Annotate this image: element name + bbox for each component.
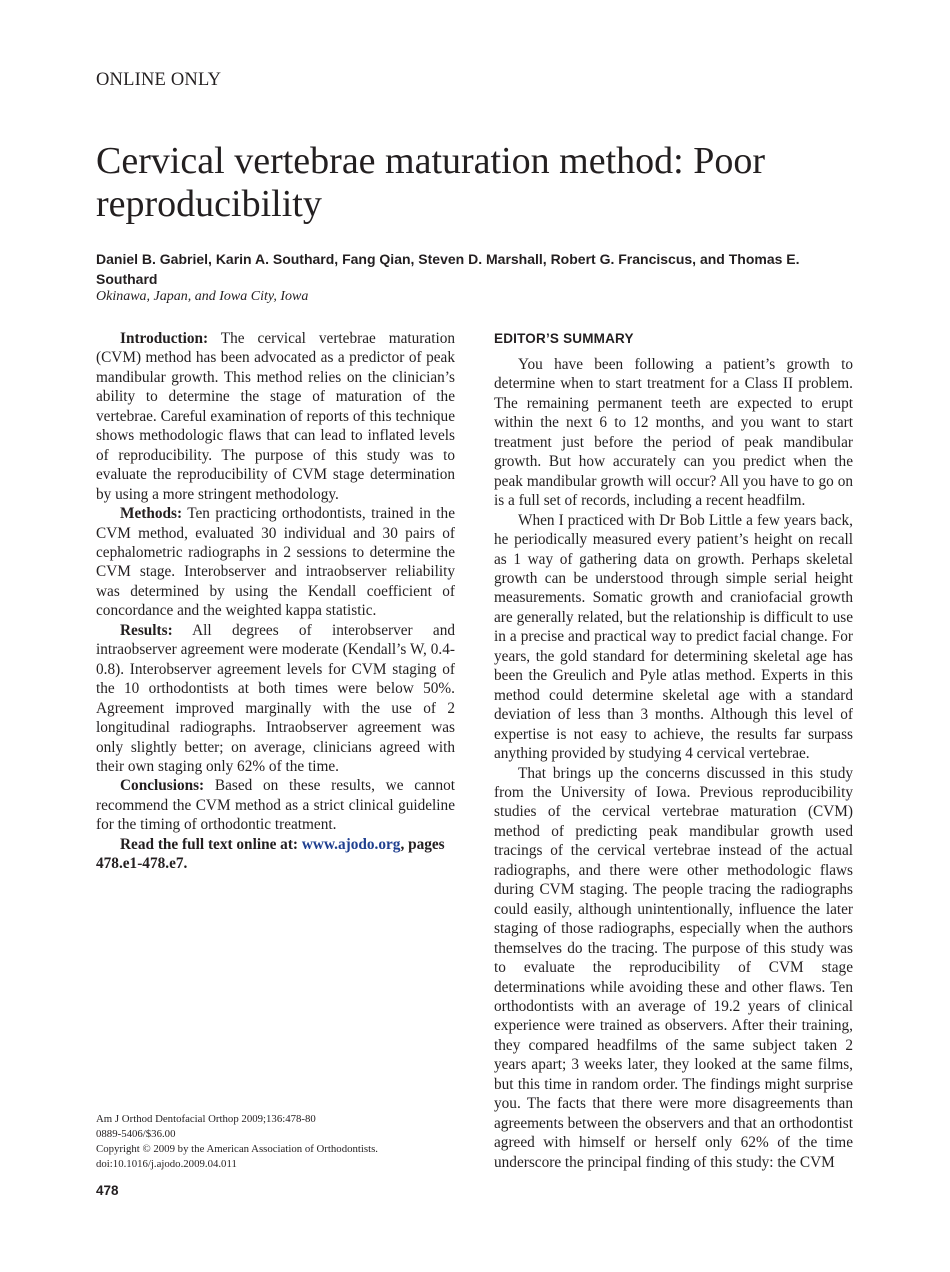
copyright-line: Copyright © 2009 by the American Association of Orthodontists. (96, 1143, 378, 1155)
author-list: Daniel B. Gabriel, Karin A. Southard, Fang Qian, Steven D. Marshall, Robert G. Franciscus, and Thomas E. Southard (96, 251, 800, 287)
summary-paragraph: That brings up the concerns discussed in this study from the University of Iowa. Previous reproducibility studies of the cervical vertebrae maturation (CVM) method of predicting peak mandibular growth used tracings of the cervical vertebrae instead of the actual radiographs, and there were other methodologic flaws during CVM staging. The people tracing the radiographs could easily, although unintentionally, influence the later staging of those radiographs, especially when the authors themselves do the tracing. The purpose of this study was to evaluate the reproducibility of CVM stage determinations while avoiding these and other flaws. Ten orthodontists with an average of 19.2 years of clinical experience were trained as observers. After their training, they compared headfilms of the same subject taken 2 years apart; 3 weeks later, they looked at the same films, but this time in random order. The findings might surprise you. The facts that there were more disagreements than agreements between the observers and that an orthodontist agreed with himself or herself only 62% of the time underscore the principal finding of this study: the CVM (494, 764, 853, 1171)
introduction-label: Introduction: (120, 330, 209, 347)
editors-summary-heading: EDITOR’S SUMMARY (494, 331, 634, 346)
read-online-label: Read the full text online at: (120, 835, 302, 853)
abstract-conclusions (96, 776, 455, 834)
methods-label: Methods: (120, 505, 183, 523)
summary-paragraph: When I practiced with Dr Bob Little a few years back, he periodically measured every patient’s height on recall as 1 way of gathering data on growth. Perhaps skeletal growth can be understood through simple serial height measurements. Somatic growth and craniofacial growth are generally related, but the relationship is difficult to use in a precise and practical way to predict facial change. For years, the gold standard for determining skeletal age has been the Greulich and Pyle atlas method. Experts in this method could determine skeletal age with a standard deviation of less than 3 months. Although this level of expertise is not easy to achieve, the results far surpass anything provided by studying 4 cervical vertebrae. (494, 511, 853, 763)
read-online-pages: , pages 478.e1-478.e7. (96, 835, 445, 873)
conclusions-text: Based on these results, we cannot recommend the CVM method as a strict clinical guideline for the timing of orthodontic treatment. (96, 777, 455, 834)
methods-text: Ten practicing orthodontists, trained in the CVM method, evaluated 30 individual and 30 pairs of cephalometric radiographs in 2 sessions to determine the CVM stage. Interobserver and intraobserver reliability was determined by using the Kendall coefficient of concordance and the weighted kappa statistic. (96, 505, 455, 620)
article-title: Cervical vertebrae maturation method: Poor reproducibility (96, 140, 765, 225)
abstract (96, 329, 455, 874)
summary-paragraph: You have been following a patient’s growth to determine when to start treatment for a Class II problem. The remaining permanent teeth are expected to erupt within the next 6 to 12 months, and you want to start treatment just before the period of peak mandibular growth. But how accurately can you predict when the peak mandibular growth will occur? All you have to go on is a full set of records, including a recent headfilm. (494, 356, 853, 510)
results-text: All degrees of interobserver and intraobserver agreement were moderate (Kendall’s W, 0.4-0.8). Interobserver agreement levels for CVM staging of the 10 orthodontists at both times were below 50%. Agreement improved marginally with the use of 2 longitudinal radiographs. Intraobserver agreement was only slightly better; on average, clinicians agreed with their own staging only 62% of the time. (96, 621, 455, 775)
abstract-results (96, 621, 455, 777)
issn-price: 0889-5406/$36.00 (96, 1128, 176, 1140)
abstract-introduction (96, 329, 455, 504)
conclusions-label: Conclusions: (120, 777, 205, 795)
introduction-text: The cervical vertebrae maturation (CVM) method has been advocated as a predictor of peak mandibular growth. This method relies on the clinician’s ability to determine the stage of maturation of the vertebrae. Careful examination of reports of this technique shows methodologic flaws that can lead to inflated levels of reproducibility. The purpose of this study was to evaluate the reproducibility of CVM stage determination by using a more stringent methodology. (96, 330, 455, 503)
doi-line: doi:10.1016/j.ajodo.2009.04.011 (96, 1158, 237, 1170)
ajodo-link[interactable]: www.ajodo.org (301, 835, 401, 853)
journal-citation: Am J Orthod Dentofacial Orthop 2009;136:478-80 (96, 1113, 316, 1125)
section-label: ONLINE ONLY (96, 70, 222, 90)
page-number: 478 (96, 1183, 119, 1198)
results-label: Results: (120, 621, 173, 639)
citation-footnote (96, 1112, 378, 1172)
abstract-methods (96, 504, 455, 621)
affiliation: Okinawa, Japan, and Iowa City, Iowa (96, 289, 309, 304)
editors-summary (494, 355, 853, 1172)
read-online-note (96, 835, 455, 874)
